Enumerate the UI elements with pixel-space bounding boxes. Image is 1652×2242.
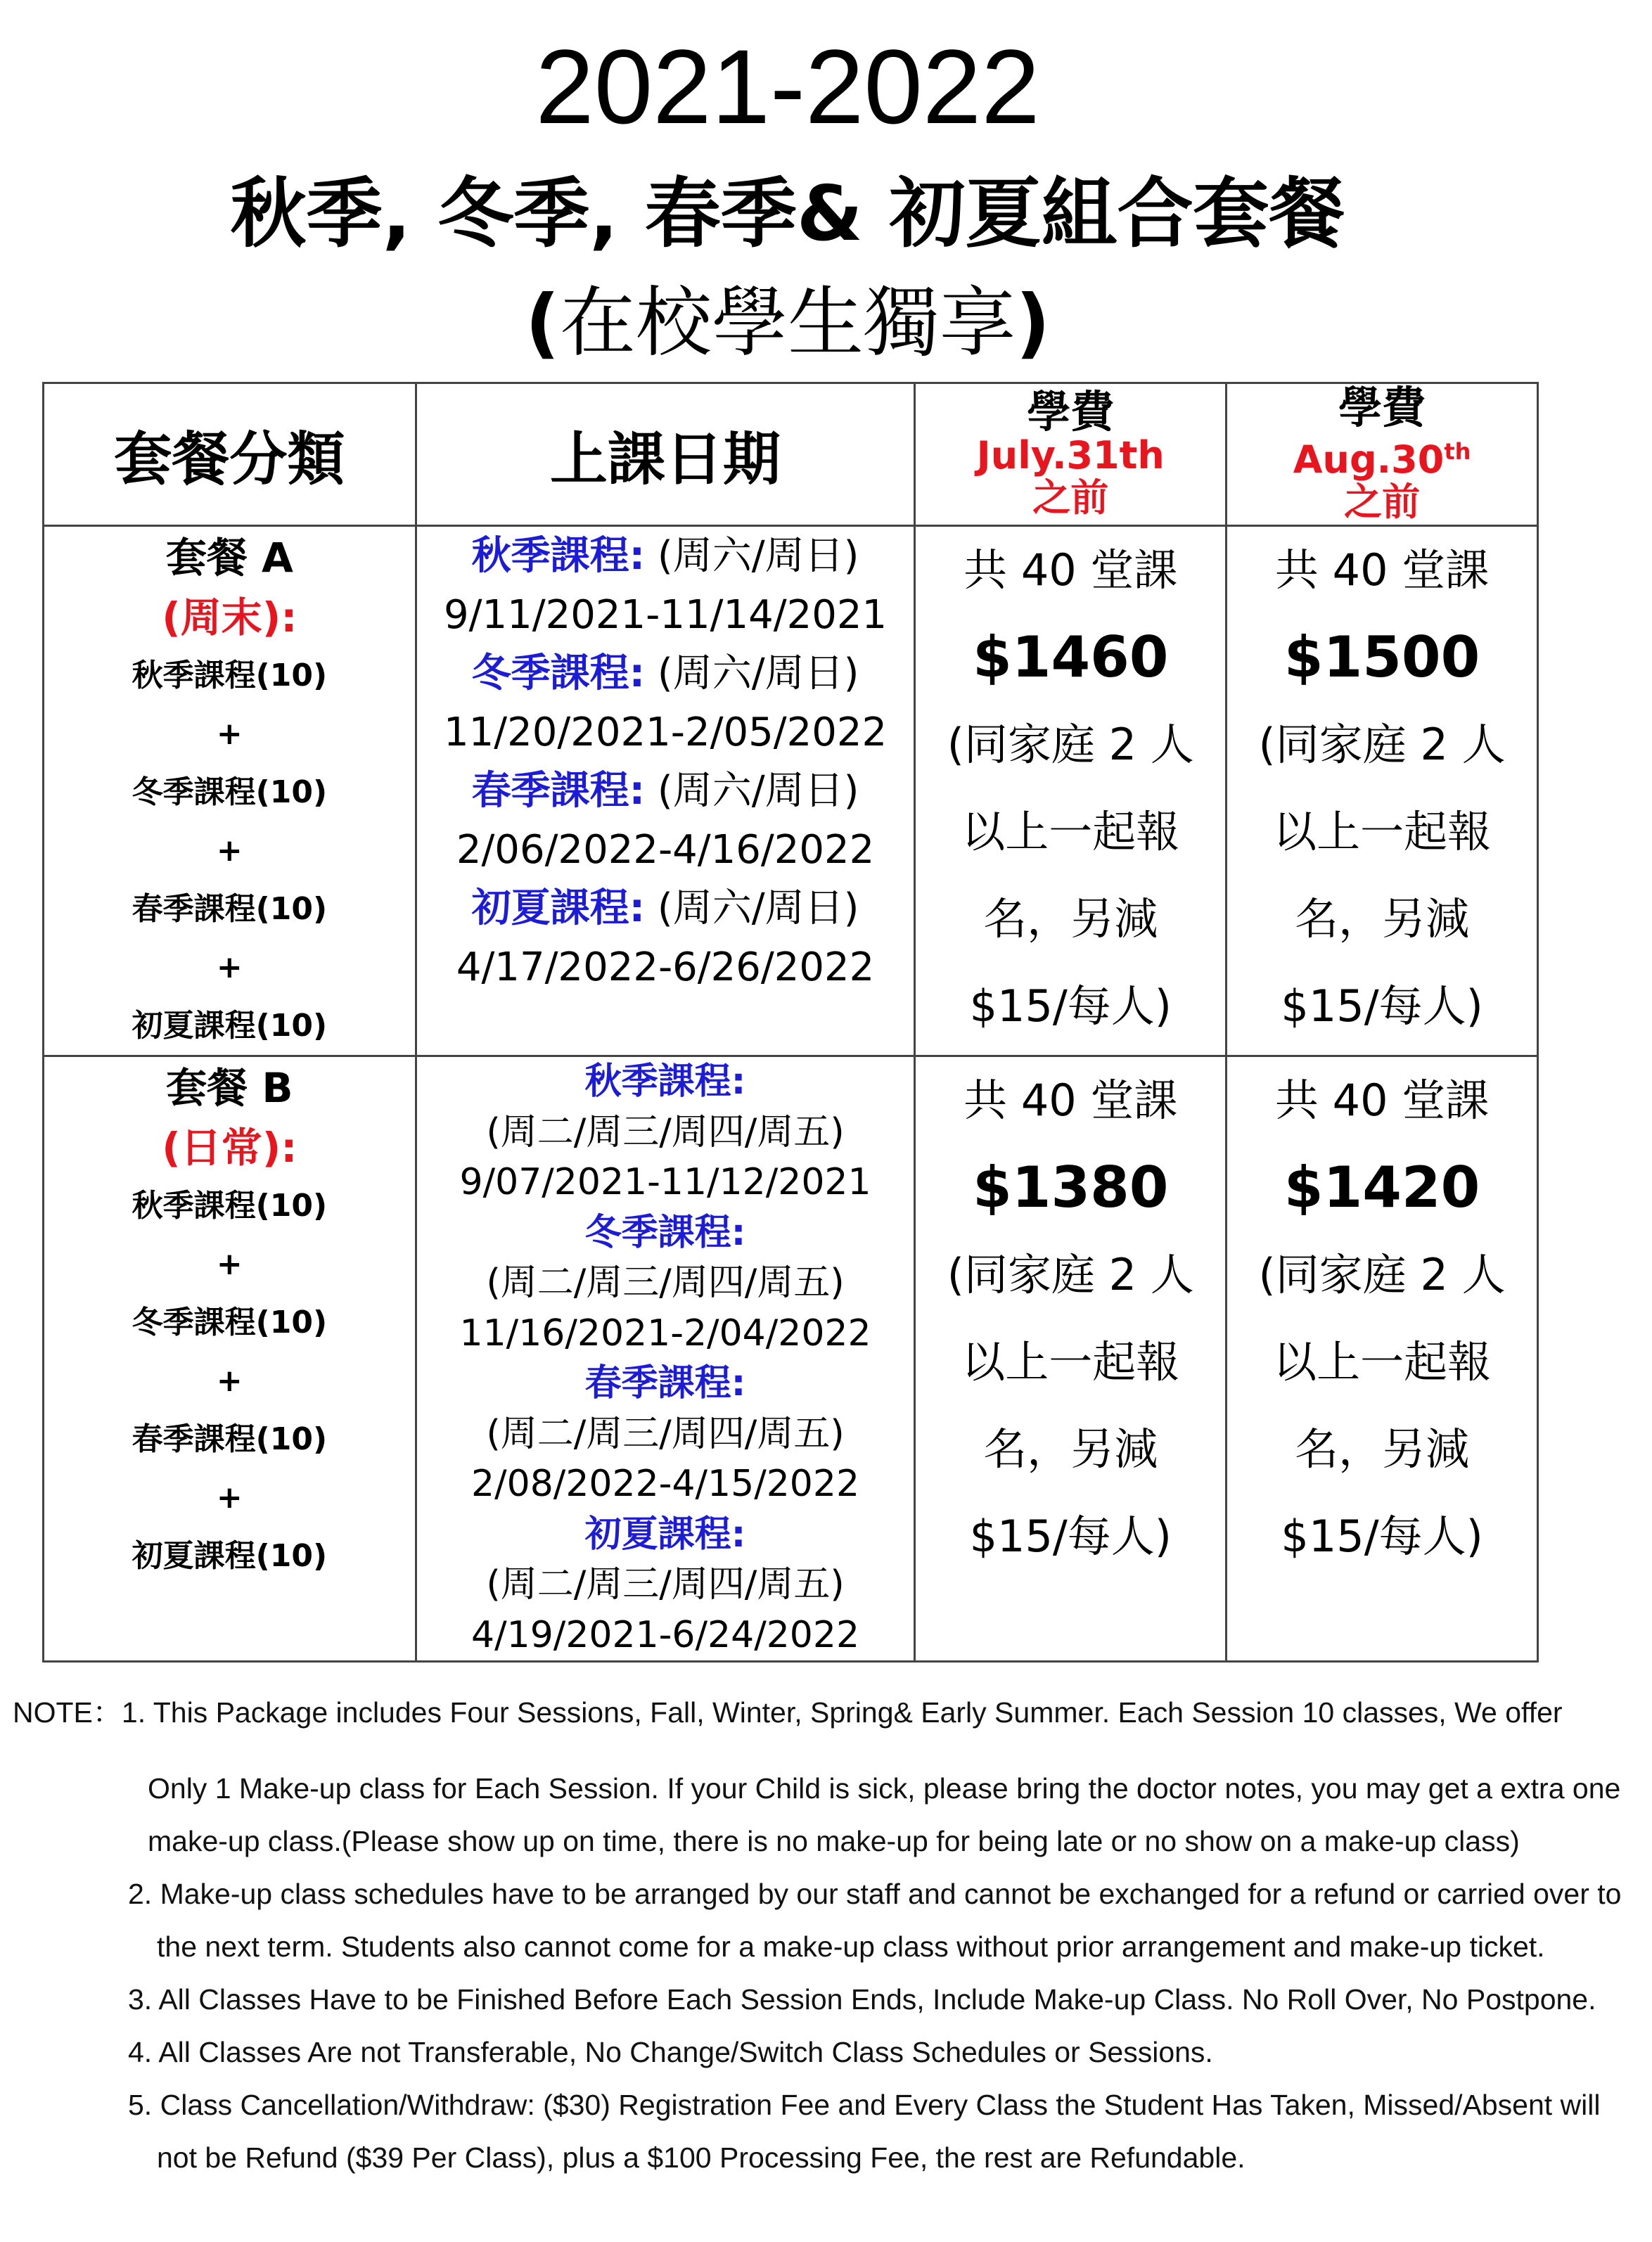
course-item: 冬季課程(10) [132,1305,328,1340]
session-days: (周二/周三/周四/周五) [486,1110,845,1153]
discount-line: 名，另減 [983,893,1158,944]
discount-line: $15/每人) [969,1511,1172,1562]
session-days: (周六/周日) [645,768,859,814]
course-item: 春季課程(10) [132,891,328,927]
discount-line: 以上一起報 [961,806,1180,857]
discount-line: 名，另減 [983,1423,1158,1475]
title-paren-open: ( [525,279,560,367]
package-a-dates [416,526,915,1056]
table-row [44,1056,1538,1662]
note-1a: NOTE：1. This Package includes Four Sessions, Fall, Winter, Spring& Early Summer. Each Session 10 classes, We offer [13,1696,1563,1729]
discount-line: (同家庭 2 人 [1258,719,1506,770]
discount-line: 名，另減 [1295,1423,1470,1475]
discount-line: 以上一起報 [961,1336,1180,1388]
package-b-early-price [915,1056,1227,1662]
plus-sign: + [216,1246,243,1282]
note-5a: 5. Class Cancellation/Withdraw: ($30) Registration Fee and Every Class the Student Has Taken, Missed/Absent will [128,2089,1601,2121]
discount-line: (同家庭 2 人 [947,719,1194,770]
course-item: 秋季課程(10) [132,1188,328,1224]
header-fee-early [915,383,1227,526]
package-b-late-price [1227,1056,1538,1662]
before-label: 之前 [1032,475,1109,520]
note-1c: make-up class.(Please show up on time, there is no make-up for being late or no show on a make-up class) [148,1825,1520,1857]
session-days: (周二/周三/周四/周五) [486,1262,845,1304]
session-range: 11/16/2021-2/04/2022 [459,1312,871,1354]
class-count: 共 40 堂課 [963,1075,1178,1126]
class-count: 共 40 堂課 [1274,544,1490,596]
title-paren-close: ) [1016,279,1051,367]
table-row [44,526,1538,1056]
discount-line: 名，另減 [1295,893,1470,944]
course-item: 冬季課程(10) [132,774,328,810]
plus-sign: + [216,1480,243,1516]
session-name: 冬季課程: [584,1211,746,1254]
session-range: 4/19/2021-6/24/2022 [471,1613,860,1656]
late-deadline-main: Aug.30 [1293,437,1445,482]
table-header-row [44,383,1538,526]
price-value: $1460 [973,624,1169,690]
early-deadline: July.31th [976,433,1165,478]
note-2b: the next term. Students also cannot come for a make-up class without prior arrangement and make-up ticket. [157,1930,1545,1963]
package-table [42,382,1539,1663]
course-item: 初夏課程(10) [132,1008,328,1044]
header-dates: 上課日期 [416,383,915,526]
session-line [417,879,914,938]
session-range: 9/11/2021-11/14/2021 [444,591,888,638]
package-a-cell [44,526,416,1056]
package-a-late-price [1227,526,1538,1056]
discount-line: 以上一起報 [1273,806,1492,857]
title-packages: 秋季, 冬季, 春季& 初夏組合套餐 [230,170,1345,258]
header-category: 套餐分類 [44,383,416,526]
course-item: 初夏課程(10) [132,1538,328,1574]
session-line [417,644,914,703]
class-count: 共 40 堂課 [963,544,1178,596]
session-days: (周二/周三/周四/周五) [486,1412,845,1455]
package-type: (周末): [162,594,297,641]
title-year: 2021-2022 [535,27,1040,146]
course-item: 春季課程(10) [132,1421,328,1457]
session-range: 2/06/2022-4/16/2022 [456,826,875,873]
price-value: $1500 [1283,624,1480,690]
price-value: $1380 [973,1155,1169,1220]
session-days: (周六/周日) [645,651,859,696]
class-count: 共 40 堂課 [1274,1075,1490,1126]
package-b-dates [416,1056,915,1662]
note-4: 4. All Classes Are not Transferable, No Change/Switch Class Schedules or Sessions. [128,2036,1213,2068]
package-type: (日常): [162,1124,297,1172]
notes-section [13,1686,1644,2184]
plus-sign: + [216,949,243,985]
package-name: 套餐 A [165,534,293,582]
late-deadline-sup: th [1444,438,1471,465]
session-range: 11/20/2021-2/05/2022 [444,709,888,755]
discount-line: $15/每人) [1281,980,1483,1032]
note-2a: 2. Make-up class schedules have to be arranged by our staff and cannot be exchanged for a refund or carried over to [128,1878,1622,1910]
session-line [417,527,914,586]
session-name: 秋季課程: [584,1061,746,1103]
note-5b: not be Refund ($39 Per Class), plus a $100 Processing Fee, the rest are Refundable. [157,2141,1246,2174]
discount-line: (同家庭 2 人 [947,1249,1194,1300]
price-value: $1420 [1283,1155,1480,1220]
discount-line: 以上一起報 [1273,1336,1492,1388]
fee-label: 學費 [1027,386,1115,437]
session-days: (周六/周日) [645,533,859,579]
package-name: 套餐 B [166,1064,293,1112]
session-name: 初夏課程: [471,885,646,931]
discount-line: (同家庭 2 人 [1258,1249,1506,1300]
session-name: 冬季課程: [471,651,646,696]
plus-sign: + [216,1363,243,1399]
session-range: 9/07/2021-11/12/2021 [459,1161,871,1203]
session-days: (周六/周日) [645,885,859,931]
session-days: (周二/周三/周四/周五) [486,1563,845,1606]
plus-sign: + [216,716,243,752]
course-item: 秋季課程(10) [132,658,328,693]
session-range: 2/08/2022-4/15/2022 [471,1463,860,1505]
late-deadline [1227,430,1537,481]
note-3: 3. All Classes Have to be Finished Before Each Session Ends, Include Make-up Class. No Roll Over, No Postpone. [128,1983,1596,2016]
session-line [417,762,914,821]
session-range: 4/17/2022-6/26/2022 [456,944,875,990]
note-1b: Only 1 Make-up class for Each Session. If your Child is sick, please bring the doctor notes, you may get a extra one [148,1772,1621,1805]
session-name: 春季課程: [584,1362,746,1404]
discount-line: $15/每人) [1281,1511,1483,1562]
package-a-early-price [915,526,1227,1056]
package-b-cell [44,1056,416,1662]
session-name: 初夏課程: [584,1513,746,1556]
before-label: 之前 [1344,480,1421,524]
title-students-only [0,278,1575,369]
title-students-text: 在校學生獨享 [559,279,1016,367]
plus-sign: + [216,833,243,869]
session-name: 秋季課程: [471,533,646,579]
discount-line: $15/每人) [969,980,1172,1032]
header-fee-late [1227,383,1538,526]
session-name: 春季課程: [471,768,646,814]
fee-label: 學費 [1338,382,1426,433]
